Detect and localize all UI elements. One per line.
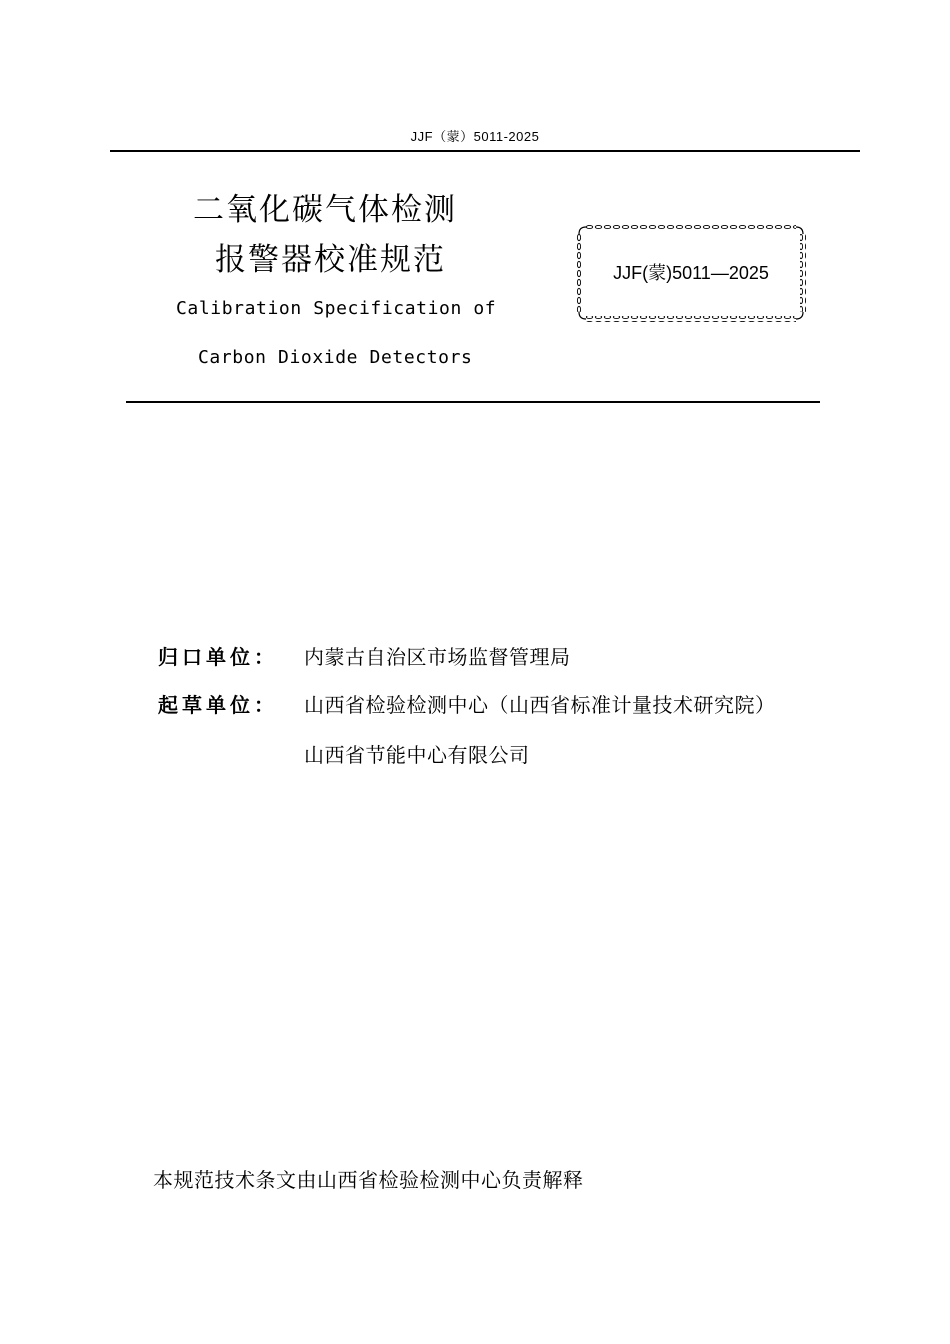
responsible-unit-row	[158, 643, 571, 671]
title-rule	[126, 401, 820, 403]
interpretation-note: 本规范技术条文由山西省检验检测中心负责解释	[153, 1168, 584, 1192]
drafting-unit-value-2: 山西省节能中心有限公司	[304, 743, 530, 767]
title-zh-line-2: 报警器校准规范	[215, 242, 446, 278]
running-header-code: JJF（蒙）5011-2025	[410, 129, 540, 144]
drafting-unit-row	[158, 691, 776, 719]
drafting-unit-row-2	[304, 741, 530, 769]
responsible-unit-label: 归口单位：	[158, 645, 278, 669]
title-zh-line-1: 二氧化碳气体检测	[193, 192, 457, 228]
standard-code-box	[576, 224, 806, 322]
title-en-line-1: Calibration Specification of	[176, 298, 497, 319]
responsible-unit-value: 内蒙古自治区市场监督管理局	[304, 645, 571, 669]
header-rule	[110, 150, 860, 152]
drafting-unit-label: 起草单位：	[158, 693, 278, 717]
standard-code: JJF(蒙)5011—2025	[613, 263, 769, 283]
drafting-unit-value-1: 山西省检验检测中心（山西省标准计量技术研究院）	[304, 693, 776, 717]
title-en-line-2: Carbon Dioxide Detectors	[198, 347, 473, 368]
